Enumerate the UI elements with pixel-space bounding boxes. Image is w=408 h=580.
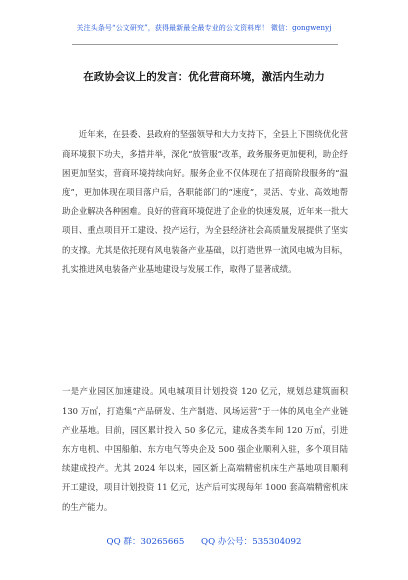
- footer-qq-group: QQ 群：30265665: [106, 537, 185, 547]
- footer-qq-office: QQ 办公号：535304092: [201, 537, 302, 547]
- body-paragraph-1: 近年来，在县委、县政府的坚强领导和大力支持下，全县上下围绕优化营商环境狠下功夫，多措并举，深化“放管服”改革，政务服务更加便利，助企纾困更加坚实，营商环境持续向好。服务企业不仅体现在了招商阶段服务的“温度”，更加体现在项目落户后，各职能部门的“速度”，灵活、专业、高效地帮助企业解决各种困难。良好的营商环境促进了企业的快速发展，近年来一批大项目、重点项目开工建设、投产运行，为全县经济社会高质量发展提供了坚实的支撑。尤其是依托现有风电装备产业基础，以打造世界一流风电城为目标，扎实推进风电装备产业基地建设与发展工作，取得了显著成绩。: [62, 129, 348, 274]
- document-title: 在政协会议上的发言：优化营商环境，激活内生动力: [83, 71, 325, 83]
- header-banner: 关注头条号“公文研究”，获得最新最全最专业的公文资料库！ 微信：gongwenyj: [76, 24, 332, 32]
- body-paragraph-2: 一是产业园区加速建设。风电城项目计划投资 120 亿元，规划总建筑面积 130 万㎡，打造集“产品研发、生产制造、风场运营”于一体的风电全产业链产业基地。目前，园区累计投入 50 多亿元，建成各类车间 120 万㎡，引进东方电机、中国船舶、东方电气等央企及 500 强企业顺利入驻，多个项目陆续建成投产。尤其 2024 年以来，园区新上高端精密机床生产基地项目顺利开工建设，项目计划投资 11 亿元，达产后可实现每年 1000 套高端精密机床的生产能力。: [62, 386, 348, 512]
- header-divider: [72, 44, 338, 45]
- footer-contact: [0, 535, 408, 547]
